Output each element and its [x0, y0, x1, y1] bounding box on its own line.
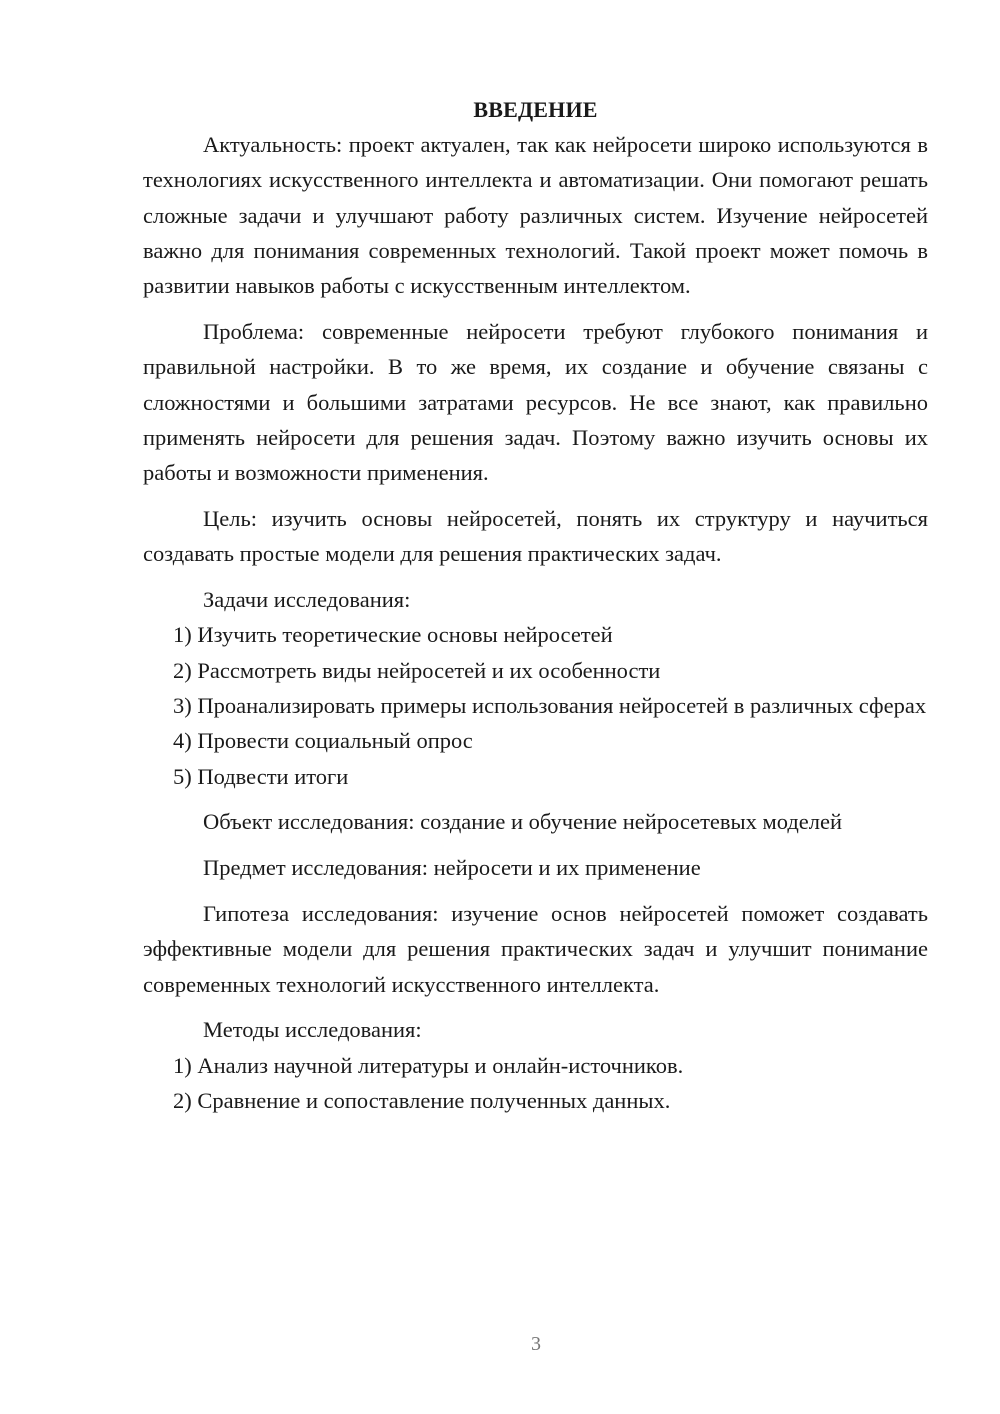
- object-paragraph: Объект исследования: создание и обучение нейросетевых моделей: [203, 809, 843, 835]
- goal-paragraph: Цель: изучить основы нейросетей, понять их структуру и научиться создавать простые модели для решения практических задач.: [143, 505, 928, 567]
- relevance-paragraph: Актуальность: проект актуален, так как нейросети широко используются в технологиях искусственного интеллекта и автоматизации. Они помогают решать сложные задачи и улучшают работу различных систем. Изучение нейросетей важно для понимания современных технологий. Такой проект может помочь в развитии навыков работы с искусственным интеллектом.: [143, 132, 928, 299]
- task-item: 4) Провести социальный опрос: [173, 728, 473, 754]
- hypothesis-paragraph: Гипотеза исследования: изучение основ нейросетей поможет создавать эффективные модели для решения практических задач и улучшит понимание современных технологий искусственного интеллекта.: [143, 900, 928, 997]
- problem-paragraph: Проблема: современные нейросети требуют глубокого понимания и правильной настройки. В то же время, их создание и обучение связаны с сложностями и большими затратами ресурсов. Не все знают, как правильно применять нейросети для решения задач. Поэтому важно изучить основы их работы и возможности применения.: [143, 318, 928, 486]
- method-item: 1) Анализ научной литературы и онлайн-источников.: [173, 1052, 684, 1078]
- section-title: ВВЕДЕНИЕ: [473, 97, 598, 122]
- task-item: 5) Подвести итоги: [173, 763, 349, 789]
- page-content: [143, 92, 928, 1118]
- task-item: 2) Рассмотреть виды нейросетей и их особенности: [173, 657, 661, 683]
- tasks-heading: Задачи исследования:: [203, 587, 411, 613]
- page-number: 3: [531, 1333, 541, 1355]
- task-item: 1) Изучить теоретические основы нейросетей: [173, 622, 613, 648]
- task-item: 3) Проанализировать примеры использования нейросетей в различных сферах: [173, 692, 927, 718]
- subject-paragraph: Предмет исследования: нейросети и их применение: [203, 855, 701, 881]
- methods-heading: Методы исследования:: [203, 1017, 422, 1043]
- method-item: 2) Сравнение и сопоставление полученных данных.: [173, 1087, 671, 1113]
